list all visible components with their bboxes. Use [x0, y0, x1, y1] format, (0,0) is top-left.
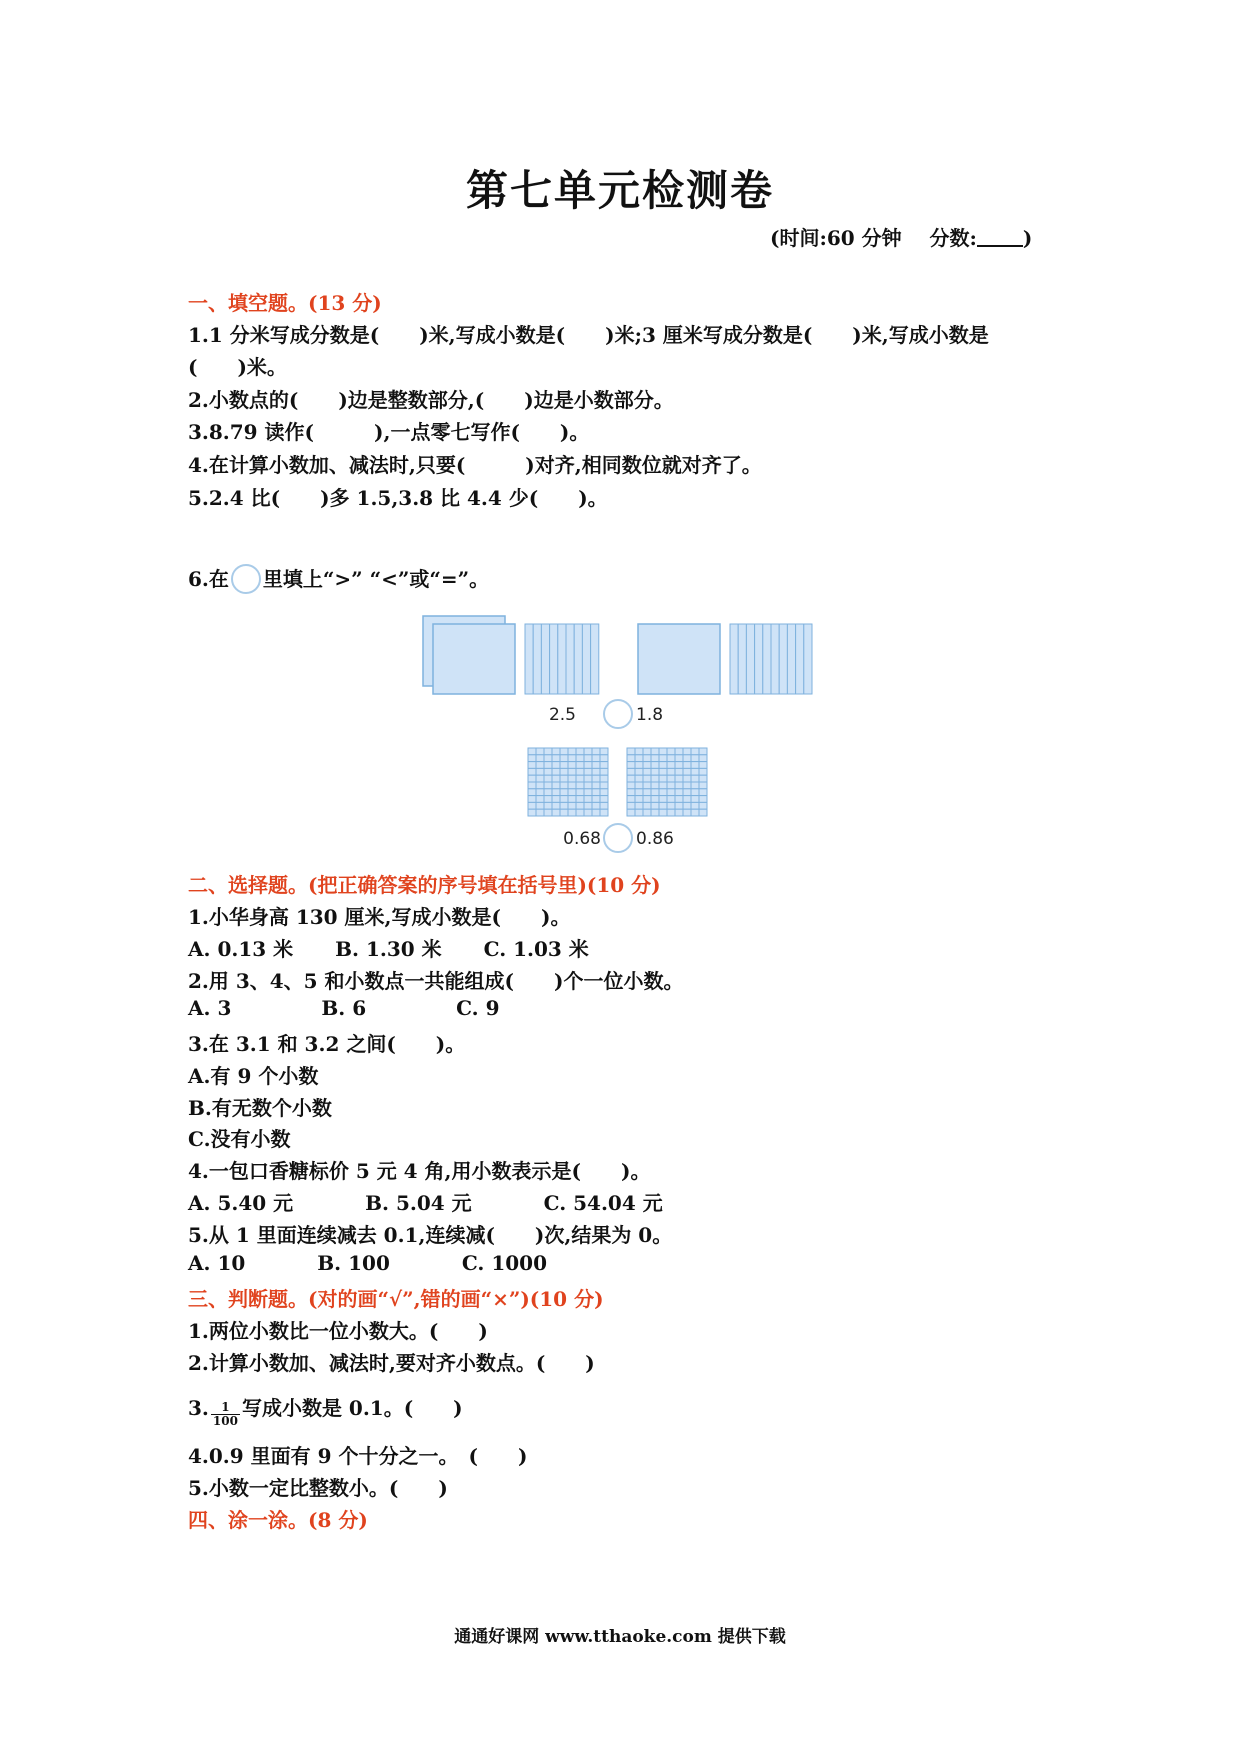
- tenth-strip: [738, 624, 746, 694]
- hundredth-cell: [576, 768, 584, 775]
- s2-q1-options: [188, 933, 589, 962]
- hundredth-cell: [568, 782, 576, 789]
- hundredth-cell: [544, 762, 552, 769]
- hundredth-cell: [528, 789, 536, 796]
- hundredth-cell: [675, 796, 683, 803]
- fraction: [211, 1401, 240, 1428]
- hundredth-cell: [659, 802, 667, 809]
- hundredth-cell: [659, 768, 667, 775]
- hundredth-cell: [675, 775, 683, 782]
- hundredth-cell: [651, 768, 659, 775]
- option-a: A. 5.40 元: [188, 1191, 294, 1215]
- hundredth-cell: [576, 802, 584, 809]
- s1-q1-line2: ( )米。: [188, 355, 287, 379]
- hundredth-cell: [600, 789, 608, 796]
- hundredth-cell: [667, 775, 675, 782]
- hundredth-cell: [667, 748, 675, 755]
- hundredth-cell: [536, 775, 544, 782]
- hundredth-cell: [667, 762, 675, 769]
- s2-q3-option-a: A.有 9 个小数: [188, 1064, 319, 1088]
- tenth-strip: [763, 624, 771, 694]
- hundredths-grid-right: [627, 748, 707, 816]
- s2-q2-options: [188, 996, 500, 1020]
- hundredth-cell: [659, 809, 667, 816]
- tenth-strip: [582, 624, 590, 694]
- section4-heading: 四、涂一涂。(8 分): [188, 1508, 368, 1532]
- hundredth-cell: [651, 748, 659, 755]
- hundredth-cell: [651, 782, 659, 789]
- hundredth-cell: [683, 748, 691, 755]
- tenth-strip: [746, 624, 754, 694]
- hundredth-cell: [528, 775, 536, 782]
- section2-heading: 二、选择题。(把正确答案的序号填在括号里)(10 分): [188, 873, 661, 897]
- hundredth-cell: [659, 796, 667, 803]
- hundredth-cell: [627, 796, 635, 803]
- hundredth-cell: [552, 789, 560, 796]
- hundredth-cell: [600, 768, 608, 775]
- hundredth-cell: [592, 809, 600, 816]
- hundredth-cell: [643, 762, 651, 769]
- option-b: B. 5.04 元: [365, 1191, 472, 1215]
- hundredth-cell: [552, 809, 560, 816]
- hundredth-cell: [600, 762, 608, 769]
- hundredth-cell: [576, 775, 584, 782]
- hundredth-cell: [600, 796, 608, 803]
- tenths-strips-left: [525, 624, 599, 694]
- option-b: B. 1.30 米: [335, 937, 442, 961]
- s2-q4-options: [188, 1187, 663, 1216]
- hundredth-cell: [683, 802, 691, 809]
- hundredth-cell: [691, 782, 699, 789]
- hundredth-cell: [651, 762, 659, 769]
- hundredth-cell: [635, 768, 643, 775]
- hundredth-cell: [691, 775, 699, 782]
- hundredth-cell: [683, 789, 691, 796]
- fraction-numerator: 1: [211, 1401, 240, 1415]
- hundredth-cell: [560, 775, 568, 782]
- hundredth-cell: [536, 762, 544, 769]
- hundredth-cell: [528, 802, 536, 809]
- tenth-strip: [755, 624, 763, 694]
- hundredth-cell: [635, 762, 643, 769]
- hundredth-cell: [643, 755, 651, 762]
- hundredth-cell: [576, 796, 584, 803]
- s1-q3: 3.8.79 读作( ),一点零七写作( )。: [188, 420, 590, 444]
- hundredth-cell: [699, 768, 707, 775]
- hundredth-cell: [667, 809, 675, 816]
- hundredth-cell: [683, 782, 691, 789]
- hundredth-cell: [659, 789, 667, 796]
- hundredth-cell: [552, 796, 560, 803]
- hundredth-cell: [552, 768, 560, 775]
- hundredth-cell: [683, 809, 691, 816]
- option-a: A. 3: [188, 996, 232, 1020]
- hundredth-cell: [544, 755, 552, 762]
- hundredth-cell: [528, 748, 536, 755]
- hundredth-cell: [544, 748, 552, 755]
- hundredth-cell: [699, 789, 707, 796]
- subtitle-close: ): [1022, 226, 1033, 250]
- option-c: C. 1000: [461, 1251, 548, 1275]
- hundredth-cell: [627, 775, 635, 782]
- hundredth-cell: [683, 796, 691, 803]
- fig1-left-value: 2.5: [548, 705, 576, 725]
- option-b: B. 6: [321, 996, 367, 1020]
- hundredth-cell: [560, 796, 568, 803]
- tenth-strip: [550, 624, 558, 694]
- hundredth-cell: [651, 802, 659, 809]
- hundredth-cell: [691, 748, 699, 755]
- hundredth-cell: [528, 755, 536, 762]
- hundredth-cell: [691, 796, 699, 803]
- hundredth-cell: [675, 782, 683, 789]
- s2-q4: 4.一包口香糖标价 5 元 4 角,用小数表示是( )。: [188, 1159, 651, 1183]
- hundredth-cell: [643, 775, 651, 782]
- hundredth-cell: [536, 768, 544, 775]
- hundredth-cell: [627, 748, 635, 755]
- hundredth-cell: [627, 809, 635, 816]
- hundredth-cell: [600, 748, 608, 755]
- hundredth-cell: [568, 802, 576, 809]
- hundredth-cell: [592, 782, 600, 789]
- hundredth-cell: [643, 809, 651, 816]
- hundredth-cell: [584, 782, 592, 789]
- hundredth-cell: [659, 748, 667, 755]
- hundredth-cell: [536, 782, 544, 789]
- hundredth-cell: [699, 802, 707, 809]
- hundredth-cell: [576, 809, 584, 816]
- hundredth-cell: [584, 755, 592, 762]
- tenth-strip: [796, 624, 804, 694]
- hundredth-cell: [584, 762, 592, 769]
- hundredth-cell: [627, 768, 635, 775]
- hundredth-cell: [592, 796, 600, 803]
- hundredth-cell: [560, 748, 568, 755]
- s1-q2: 2.小数点的( )边是整数部分,( )边是小数部分。: [188, 388, 674, 412]
- hundredth-cell: [576, 762, 584, 769]
- hundredth-cell: [659, 782, 667, 789]
- s3-q3: [188, 1392, 463, 1428]
- tenth-strip: [779, 624, 787, 694]
- hundredth-cell: [552, 782, 560, 789]
- hundredth-cell: [667, 768, 675, 775]
- s3-q3-suffix: 写成小数是 0.1。( ): [241, 1396, 463, 1420]
- s1-q6-prefix: 6.在: [188, 567, 229, 591]
- hundredth-cell: [536, 809, 544, 816]
- hundredth-cell: [627, 762, 635, 769]
- fig1-right-value: 1.8: [636, 705, 664, 725]
- hundredth-cell: [544, 802, 552, 809]
- hundredth-cell: [560, 789, 568, 796]
- comparison-figures: [0, 0, 1240, 870]
- hundredth-cell: [560, 809, 568, 816]
- tenths-strips-right: [730, 624, 812, 694]
- hundredth-cell: [584, 809, 592, 816]
- s2-q3-option-b: B.有无数个小数: [188, 1096, 332, 1120]
- hundredth-cell: [691, 768, 699, 775]
- hundredth-cell: [568, 762, 576, 769]
- hundredth-cell: [592, 755, 600, 762]
- fraction-denominator: 100: [212, 1414, 238, 1428]
- hundredth-cell: [651, 755, 659, 762]
- hundredth-cell: [691, 755, 699, 762]
- hundredth-cell: [544, 789, 552, 796]
- hundredth-cell: [667, 782, 675, 789]
- hundredth-cell: [568, 796, 576, 803]
- hundredth-cell: [699, 775, 707, 782]
- hundredth-cell: [600, 775, 608, 782]
- time-label: (时间:60 分钟: [770, 226, 902, 250]
- hundredth-cell: [544, 775, 552, 782]
- hundredth-cell: [536, 789, 544, 796]
- s1-q5: 5.2.4 比( )多 1.5,3.8 比 4.4 少( )。: [188, 486, 608, 510]
- hundredth-cell: [651, 775, 659, 782]
- hundredth-cell: [627, 802, 635, 809]
- hundredth-cell: [627, 755, 635, 762]
- hundredth-cell: [627, 789, 635, 796]
- hundredth-cell: [675, 748, 683, 755]
- hundredth-cell: [600, 802, 608, 809]
- tenth-strip: [541, 624, 549, 694]
- s3-q5: 5.小数一定比整数小。( ): [188, 1476, 448, 1500]
- hundredth-cell: [584, 768, 592, 775]
- whole-square-front: [433, 624, 515, 694]
- hundredth-cell: [651, 796, 659, 803]
- hundredth-cell: [699, 755, 707, 762]
- tenth-strip: [574, 624, 582, 694]
- hundredth-cell: [568, 755, 576, 762]
- hundredth-cell: [675, 755, 683, 762]
- fig1-compare-circle-icon: [604, 700, 632, 728]
- hundredth-cell: [635, 755, 643, 762]
- figure-2.5-vs-1.8: [423, 616, 812, 728]
- hundredth-cell: [635, 796, 643, 803]
- hundredth-cell: [635, 782, 643, 789]
- hundredth-cell: [576, 755, 584, 762]
- figure-0.68-vs-0.86: [528, 748, 707, 852]
- hundredth-cell: [643, 789, 651, 796]
- hundredth-cell: [691, 809, 699, 816]
- hundredth-cell: [568, 789, 576, 796]
- hundredth-cell: [699, 762, 707, 769]
- option-a: A. 10: [188, 1251, 246, 1275]
- s2-q5-options: [188, 1251, 547, 1275]
- hundredth-cell: [576, 782, 584, 789]
- hundredth-cell: [560, 762, 568, 769]
- hundredth-cell: [659, 762, 667, 769]
- hundredth-cell: [651, 809, 659, 816]
- hundredth-cell: [691, 789, 699, 796]
- hundredth-cell: [552, 748, 560, 755]
- hundredth-cell: [600, 755, 608, 762]
- hundredth-cell: [592, 802, 600, 809]
- hundredth-cell: [528, 782, 536, 789]
- hundredth-cell: [699, 748, 707, 755]
- hundredth-cell: [584, 796, 592, 803]
- hundredth-cell: [560, 755, 568, 762]
- section1-heading: 一、填空题。(13 分): [188, 291, 382, 315]
- hundredth-cell: [592, 748, 600, 755]
- hundredth-cell: [544, 782, 552, 789]
- hundredth-cell: [635, 802, 643, 809]
- hundredth-cell: [528, 809, 536, 816]
- hundredth-cell: [600, 782, 608, 789]
- option-b: B. 100: [317, 1251, 390, 1275]
- hundredth-cell: [536, 796, 544, 803]
- fig2-compare-circle-icon: [604, 824, 632, 852]
- hundredth-cell: [635, 748, 643, 755]
- footer-source: 通通好课网 www.tthaoke.com 提供下载: [454, 1627, 786, 1647]
- tenth-strip: [533, 624, 541, 694]
- tenth-strip: [591, 624, 599, 694]
- hundredth-cell: [659, 755, 667, 762]
- hundredth-cell: [635, 775, 643, 782]
- hundredth-cell: [552, 762, 560, 769]
- hundredth-cell: [635, 809, 643, 816]
- tenth-strip: [566, 624, 574, 694]
- tenth-strip: [525, 624, 533, 694]
- hundredth-cell: [560, 782, 568, 789]
- tenth-strip: [771, 624, 779, 694]
- s2-q2: 2.用 3、4、5 和小数点一共能组成( )个一位小数。: [188, 969, 684, 993]
- whole-square-right: [638, 624, 720, 694]
- option-c: C. 9: [456, 996, 500, 1020]
- hundredth-cell: [592, 789, 600, 796]
- hundredth-cell: [675, 768, 683, 775]
- hundredth-cell: [699, 782, 707, 789]
- hundredth-cell: [584, 802, 592, 809]
- hundredth-cell: [643, 768, 651, 775]
- hundredth-cell: [699, 809, 707, 816]
- hundredth-cell: [568, 775, 576, 782]
- hundredth-cell: [643, 748, 651, 755]
- s2-q3: 3.在 3.1 和 3.2 之间( )。: [188, 1032, 466, 1056]
- hundredth-cell: [560, 802, 568, 809]
- hundredth-cell: [568, 748, 576, 755]
- hundredth-cell: [592, 762, 600, 769]
- hundredth-cell: [552, 775, 560, 782]
- hundredth-cell: [600, 809, 608, 816]
- page-title: 第七单元检测卷: [465, 166, 774, 215]
- option-c: C. 1.03 米: [483, 937, 589, 961]
- hundredth-cell: [536, 802, 544, 809]
- hundredth-cell: [691, 802, 699, 809]
- hundredth-cell: [683, 762, 691, 769]
- option-a: A. 0.13 米: [188, 937, 294, 961]
- hundredth-cell: [667, 802, 675, 809]
- hundredth-cell: [683, 768, 691, 775]
- hundredth-cell: [667, 789, 675, 796]
- hundredth-cell: [643, 802, 651, 809]
- hundredth-cell: [536, 755, 544, 762]
- hundredth-cell: [683, 755, 691, 762]
- hundredth-cell: [544, 768, 552, 775]
- s1-q6-suffix: 里填上“>” “<”或“=”。: [262, 567, 490, 591]
- s2-q1: 1.小华身高 130 厘米,写成小数是( )。: [188, 905, 571, 929]
- hundredth-cell: [683, 775, 691, 782]
- hundredth-cell: [528, 762, 536, 769]
- tenth-strip: [558, 624, 566, 694]
- hundredth-cell: [675, 789, 683, 796]
- fig2-left-value: 0.68: [563, 829, 601, 849]
- s1-q1-line1: 1.1 分米写成分数是( )米,写成小数是( )米;3 厘米写成分数是( )米,写成小数是: [188, 323, 989, 347]
- hundredth-cell: [536, 748, 544, 755]
- hundredth-cell: [568, 809, 576, 816]
- hundredth-cell: [576, 748, 584, 755]
- hundredth-cell: [592, 775, 600, 782]
- hundredth-cell: [584, 748, 592, 755]
- hundredth-cell: [635, 789, 643, 796]
- hundredth-cell: [544, 796, 552, 803]
- tenth-strip: [804, 624, 812, 694]
- hundredth-cell: [592, 768, 600, 775]
- hundredths-grid-left: [528, 748, 608, 816]
- hundredth-cell: [675, 762, 683, 769]
- hundredth-cell: [651, 789, 659, 796]
- hundredth-cell: [667, 796, 675, 803]
- hundredth-cell: [576, 789, 584, 796]
- hundredth-cell: [675, 809, 683, 816]
- s3-q2: 2.计算小数加、减法时,要对齐小数点。( ): [188, 1351, 595, 1375]
- s3-q4: 4.0.9 里面有 9 个十分之一。 ( ): [188, 1444, 528, 1468]
- hundredth-cell: [643, 796, 651, 803]
- hundredth-cell: [528, 768, 536, 775]
- hundredth-cell: [568, 768, 576, 775]
- score-label: 分数:: [929, 226, 977, 250]
- section3-heading: 三、判断题。(对的画“√”,错的画“×”)(10 分): [188, 1287, 604, 1311]
- hundredth-cell: [659, 775, 667, 782]
- tenth-strip: [787, 624, 795, 694]
- hundredth-cell: [699, 796, 707, 803]
- s2-q3-option-c: C.没有小数: [188, 1127, 291, 1151]
- hundredth-cell: [552, 802, 560, 809]
- hundredth-cell: [552, 755, 560, 762]
- hundredth-cell: [560, 768, 568, 775]
- hundredth-cell: [528, 796, 536, 803]
- hundredth-cell: [584, 775, 592, 782]
- option-c: C. 54.04 元: [543, 1191, 663, 1215]
- hundredth-cell: [675, 802, 683, 809]
- hundredth-cell: [643, 782, 651, 789]
- hundredth-cell: [627, 782, 635, 789]
- s1-q4: 4.在计算小数加、减法时,只要( )对齐,相同数位就对齐了。: [188, 453, 762, 477]
- hundredth-cell: [667, 755, 675, 762]
- fig2-right-value: 0.86: [636, 829, 674, 849]
- s2-q5: 5.从 1 里面连续减去 0.1,连续减( )次,结果为 0。: [188, 1223, 673, 1247]
- tenth-strip: [730, 624, 738, 694]
- hundredth-cell: [584, 789, 592, 796]
- s3-q3-prefix: 3.: [188, 1396, 209, 1420]
- hundredth-cell: [544, 809, 552, 816]
- s3-q1: 1.两位小数比一位小数大。( ): [188, 1319, 488, 1343]
- hundredth-cell: [691, 762, 699, 769]
